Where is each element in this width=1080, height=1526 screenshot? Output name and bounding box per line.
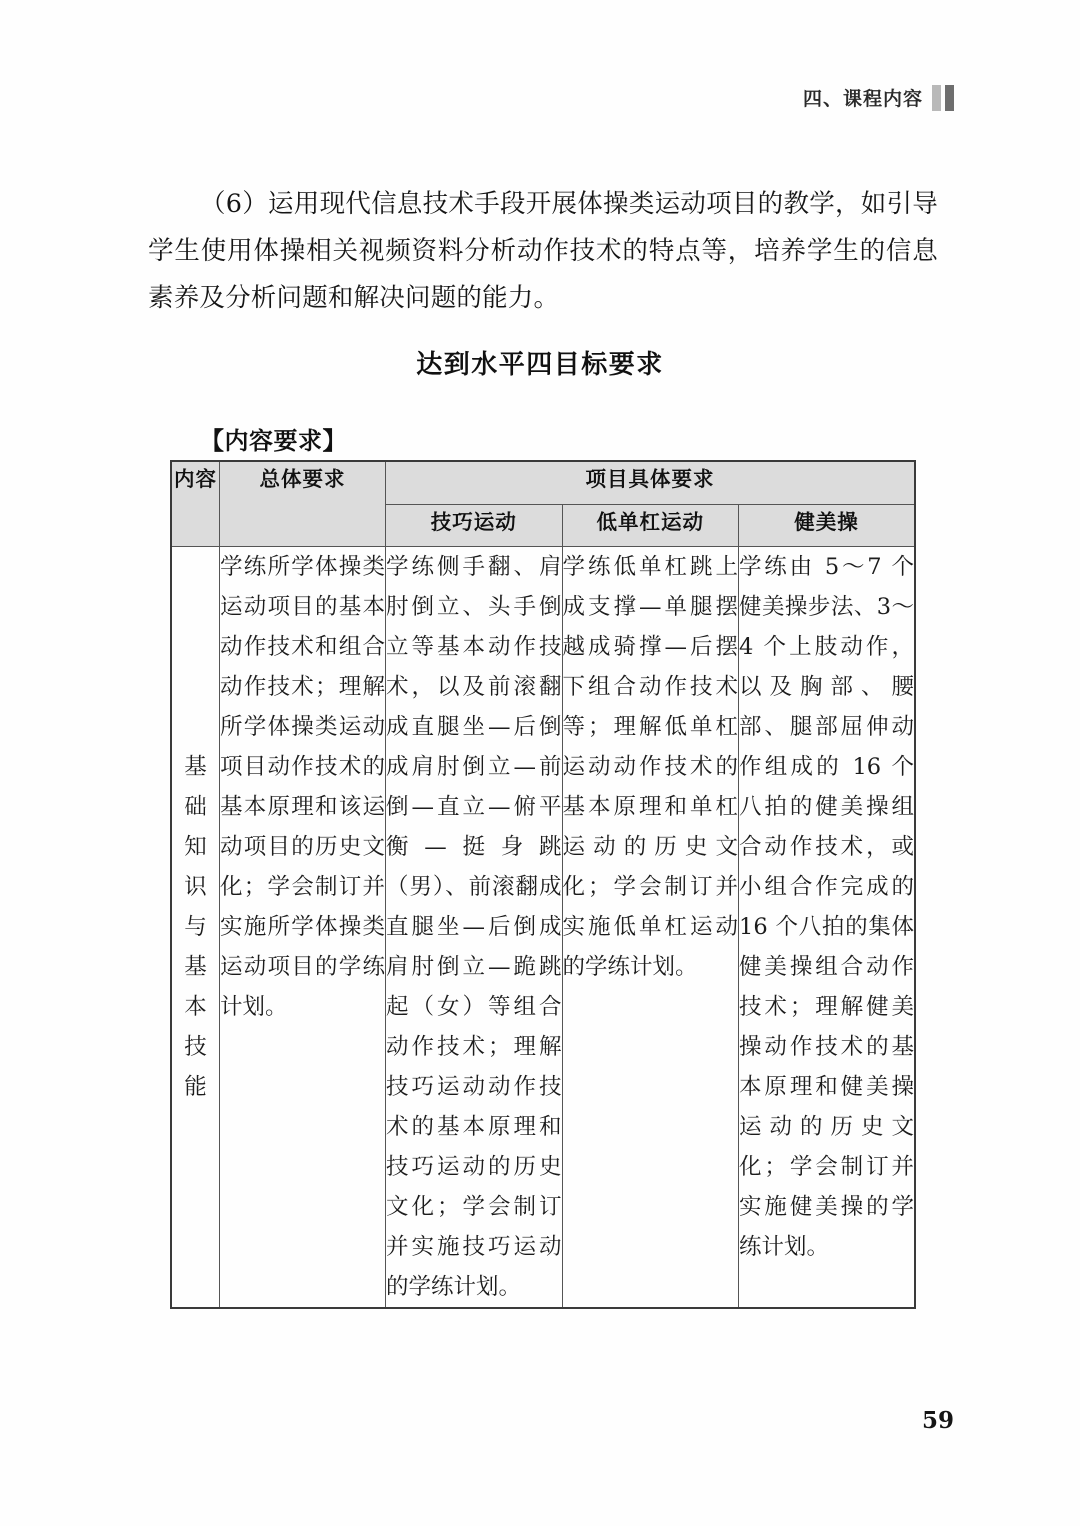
header-bar-dark-icon [945, 85, 954, 111]
content-requirements-table [170, 460, 916, 1309]
header-bar-light-icon [932, 85, 941, 111]
section-heading: 达到水平四目标要求 [416, 349, 664, 380]
table-head [171, 461, 915, 547]
page-number: 59 [921, 1407, 954, 1434]
header-sub-low-bar: 低单杠运动 [562, 504, 739, 546]
header-decoration-bars [932, 85, 954, 111]
body-paragraph: （6）运用现代信息技术手段开展体操类运动项目的教学，如引导学生使用体操相关视频资料分析动作技术的特点等，培养学生的信息素养及分析问题和解决问题的能力。 [148, 188, 938, 313]
cell-low-bar-movement: 学练低单杠跳上成支撑—单腿摆越成骑撑—后摆下组合动作技术等；理解低单杠运动动作技术的基本原理和单杠运动的历史文化；学会制订并实施低单杠运动的学练计划。 [562, 547, 739, 1309]
content-requirement-subheading: 【内容要求】 [200, 427, 347, 455]
header-overall-requirement: 总体要求 [220, 461, 386, 547]
cell-overall-requirement: 学练所学体操类运动项目的基本动作技术和组合动作技术；理解所学体操类运动项目动作技术的基本原理和该运动项目的历史文化；学会制订并实施所学体操类运动项目的学练计划。 [220, 547, 386, 1309]
cell-content-label: 基础知识与基本技能 [171, 547, 220, 1309]
cell-aerobics: 学练由 5～7 个健美操步法、3～4 个上肢动作，以及胸部、腰部、腿部屈伸动作组成的 16 个八拍的健美操组合动作技术，或小组合作完成的 16 个八拍的集体健美操组合动作技术；理解健美操动作技术的基本原理和健美操运动的历史文化；学会制订并实施健美操的学练计划。 [739, 547, 916, 1309]
table-body [171, 547, 915, 1309]
header-sub-skill: 技巧运动 [386, 504, 563, 546]
table-header-row-1 [171, 461, 915, 504]
table-row [171, 547, 915, 1309]
header-item-specific-requirement: 项目具体要求 [386, 461, 916, 504]
cell-skill-movement: 学练侧手翻、肩肘倒立、头手倒立等基本动作技术，以及前滚翻成直腿坐—后倒成肩肘倒立—前倒—直立—俯平衡—挺身跳（男）、前滚翻成直腿坐—后倒成肩肘倒立—跪跳起（女）等组合动作技术；理解技巧运动动作技术的基本原理和技巧运动的历史文化；学会制订并实施技巧运动的学练计划。 [386, 547, 563, 1309]
running-header [803, 84, 954, 111]
header-content: 内容 [171, 461, 220, 547]
running-header-label: 四、课程内容 [802, 88, 923, 110]
header-sub-aerobics: 健美操 [739, 504, 916, 546]
